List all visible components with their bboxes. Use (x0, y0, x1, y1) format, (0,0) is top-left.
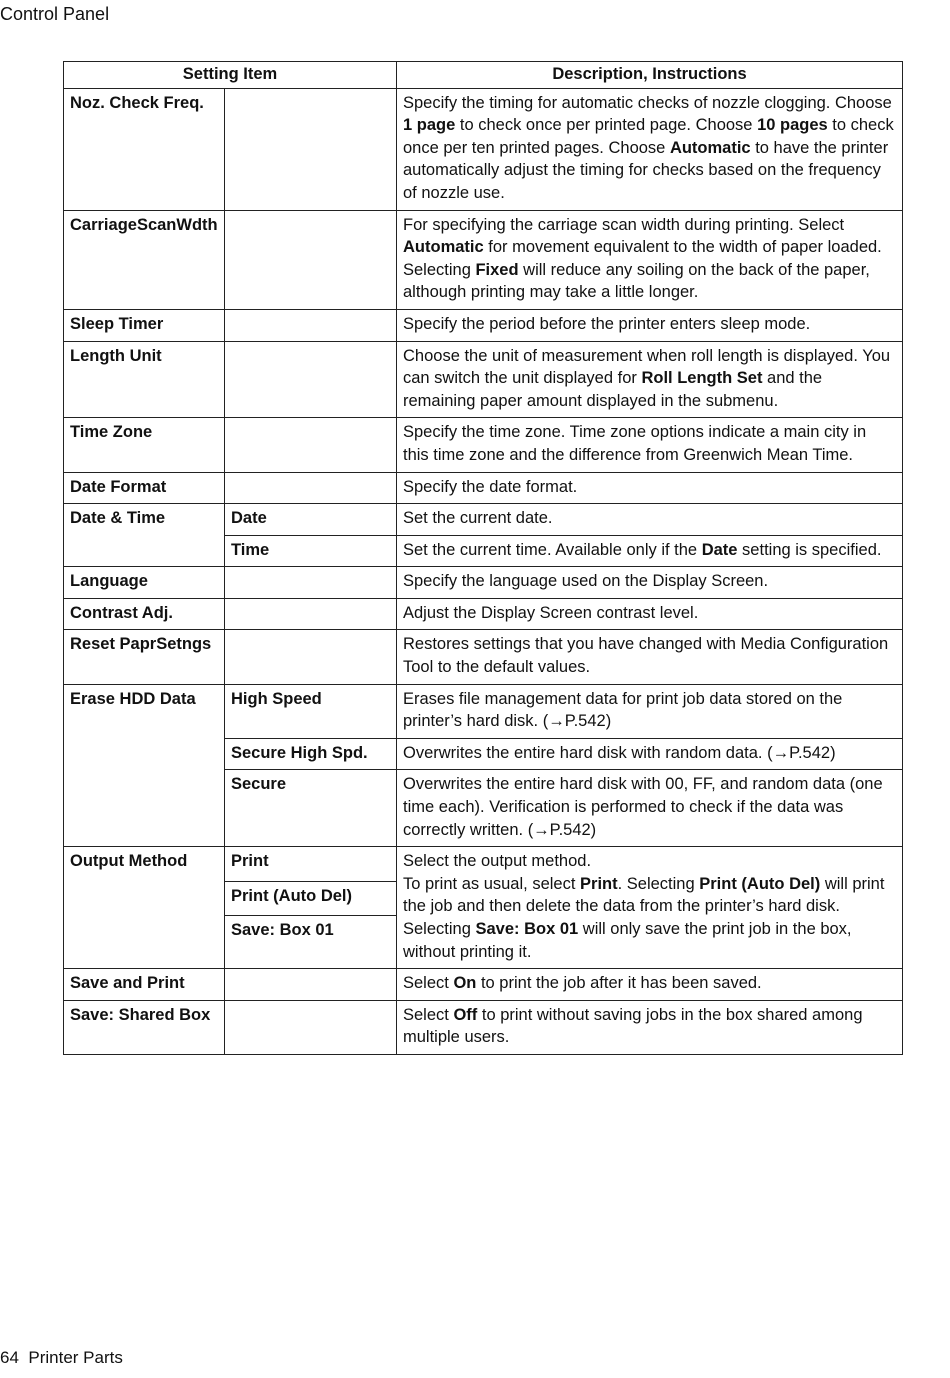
setting-item-cell: Time Zone (64, 418, 225, 472)
description-cell (397, 567, 903, 599)
description-text: For specifying the carriage scan width during printing. Select (403, 215, 845, 234)
setting-item-cell: Language (64, 567, 225, 599)
description-text: Set the current time. Available only if the (403, 540, 702, 559)
settings-table (63, 61, 903, 1055)
description-text: Select the output method. (403, 852, 592, 871)
setting-item-cell: Erase HDD Data (64, 684, 225, 847)
description-cell (397, 738, 903, 770)
setting-item-cell: Reset PaprSetngs (64, 630, 225, 684)
table-body (64, 88, 903, 1054)
description-emphasis: Automatic (403, 238, 484, 257)
description-cell (397, 418, 903, 472)
table-row (64, 567, 903, 599)
description-emphasis: 1 page (403, 116, 456, 135)
setting-item-cell: Output Method (64, 847, 225, 969)
description-cell (397, 770, 903, 847)
description-text: Restores settings that you have changed with Media Configuration Tool to the default values. (403, 635, 889, 677)
table-row (64, 630, 903, 684)
setting-subitem-cell: Print (225, 847, 397, 881)
description-text: Specify the timing for automatic checks of nozzle clogging. Choose (403, 93, 892, 112)
description-emphasis: On (453, 974, 477, 993)
setting-subitem-cell (225, 88, 397, 210)
setting-subitem-cell (225, 630, 397, 684)
setting-item-cell: Sleep Timer (64, 309, 225, 341)
description-emphasis: Date (701, 540, 738, 559)
description-text: Specify the date format. (403, 477, 578, 496)
description-cell (397, 847, 903, 969)
setting-subitem-cell: Secure (225, 770, 397, 847)
table-row (64, 504, 903, 536)
description-emphasis: Fixed (475, 260, 519, 279)
description-cell (397, 210, 903, 309)
description-cell (397, 472, 903, 504)
description-text: Set the current date. (403, 509, 553, 528)
setting-subitem-cell (225, 341, 397, 418)
table-row (64, 418, 903, 472)
description-text: and the remaining paper amount displayed in the submenu. (403, 369, 823, 410)
setting-subitem-cell: Date (225, 504, 397, 536)
description-text: Overwrites the entire hard disk with 00, FF, and random data (one time each). Verification is performed to check if the data was correctly written. (→P.542) (403, 775, 883, 839)
setting-item-cell: Contrast Adj. (64, 598, 225, 630)
setting-item-cell: Save: Shared Box (64, 1000, 225, 1054)
description-text: for movement equivalent to the width of paper loaded. Selecting (403, 238, 882, 279)
setting-item-cell: Noz. Check Freq. (64, 88, 225, 210)
setting-subitem-cell: Time (225, 535, 397, 567)
description-emphasis: Off (453, 1005, 478, 1024)
description-emphasis: 10 pages (757, 116, 828, 135)
description-text: to print the job after it has been saved. (476, 974, 762, 993)
description-text: Adjust the Display Screen contrast level. (403, 603, 699, 622)
setting-subitem-cell (225, 969, 397, 1001)
description-cell (397, 598, 903, 630)
table-row (64, 88, 903, 210)
description-cell (397, 88, 903, 210)
description-text: to check once per ten printed pages. Choose (403, 116, 894, 157)
setting-subitem-cell (225, 472, 397, 504)
description-text: to check once per printed page. Choose (455, 116, 758, 135)
description-text: will reduce any soiling on the back of the paper, although printing may take a little longer. (403, 260, 870, 302)
table-row (64, 309, 903, 341)
description-text: Select (403, 974, 454, 993)
setting-subitem-cell (225, 210, 397, 309)
column-header-setting-item: Setting Item (64, 62, 397, 89)
description-cell (397, 1000, 903, 1054)
description-cell (397, 969, 903, 1001)
setting-subitem-cell: Save: Box 01 (225, 916, 397, 969)
chapter-title: Printer Parts (28, 1348, 123, 1367)
table-row (64, 210, 903, 309)
table-row (64, 684, 903, 738)
table-row (64, 598, 903, 630)
description-text: . Selecting (617, 874, 700, 893)
column-header-description: Description, Instructions (397, 62, 903, 89)
table-row (64, 969, 903, 1001)
setting-item-cell: Date & Time (64, 504, 225, 567)
setting-subitem-cell (225, 1000, 397, 1054)
setting-subitem-cell (225, 567, 397, 599)
setting-subitem-cell (225, 418, 397, 472)
description-text: will only save the print job in the box, without printing it. (403, 920, 852, 961)
description-cell (397, 630, 903, 684)
page-number: 64 (0, 1348, 19, 1367)
description-text: Specify the language used on the Display Screen. (403, 572, 769, 591)
description-text: Select (403, 1005, 454, 1024)
description-cell (397, 309, 903, 341)
description-text: Erases file management data for print job data stored on the printer’s hard disk. (→P.542) (403, 689, 843, 731)
setting-subitem-cell: High Speed (225, 684, 397, 738)
description-cell (397, 341, 903, 418)
description-emphasis: Roll Length Set (641, 369, 763, 388)
table-row (64, 341, 903, 418)
setting-item-cell: Date Format (64, 472, 225, 504)
description-emphasis: Automatic (669, 138, 751, 157)
description-text: to have the printer automatically adjust the timing for checks based on the frequency of nozzle use. (403, 138, 889, 202)
description-text: Specify the time zone. Time zone options indicate a main city in this time zone and the difference from Greenwich Mean Time. (403, 423, 867, 464)
setting-item-cell: Save and Print (64, 969, 225, 1001)
description-text: To print as usual, select (403, 874, 581, 893)
setting-subitem-cell: Print (Auto Del) (225, 881, 397, 915)
setting-item-cell: Length Unit (64, 341, 225, 418)
description-text: setting is specified. (737, 540, 882, 559)
page-footer (0, 1348, 123, 1368)
description-emphasis: Print (580, 874, 618, 893)
description-text: to print without saving jobs in the box shared among multiple users. (403, 1005, 863, 1047)
page-header-section-title: Control Panel (0, 4, 110, 24)
setting-subitem-cell (225, 309, 397, 341)
description-cell (397, 504, 903, 536)
table-row (64, 1000, 903, 1054)
setting-subitem-cell (225, 598, 397, 630)
setting-subitem-cell: Secure High Spd. (225, 738, 397, 770)
description-emphasis: Save: Box 01 (475, 920, 579, 938)
description-cell (397, 535, 903, 567)
description-cell (397, 684, 903, 738)
setting-item-cell: CarriageScanWdth (64, 210, 225, 309)
description-text: Specify the period before the printer enters sleep mode. (403, 314, 811, 333)
description-text: Overwrites the entire hard disk with random data. (→P.542) (403, 743, 836, 762)
table-row (64, 472, 903, 504)
table-header-row (64, 62, 903, 89)
description-emphasis: Print (Auto Del) (699, 874, 821, 893)
description-text: Choose the unit of measurement when roll length is displayed. You can switch the unit displayed for (403, 346, 891, 388)
table-row (64, 847, 903, 881)
description-text: will print the job and then delete the data from the printer’s hard disk. Selecting (403, 874, 885, 938)
